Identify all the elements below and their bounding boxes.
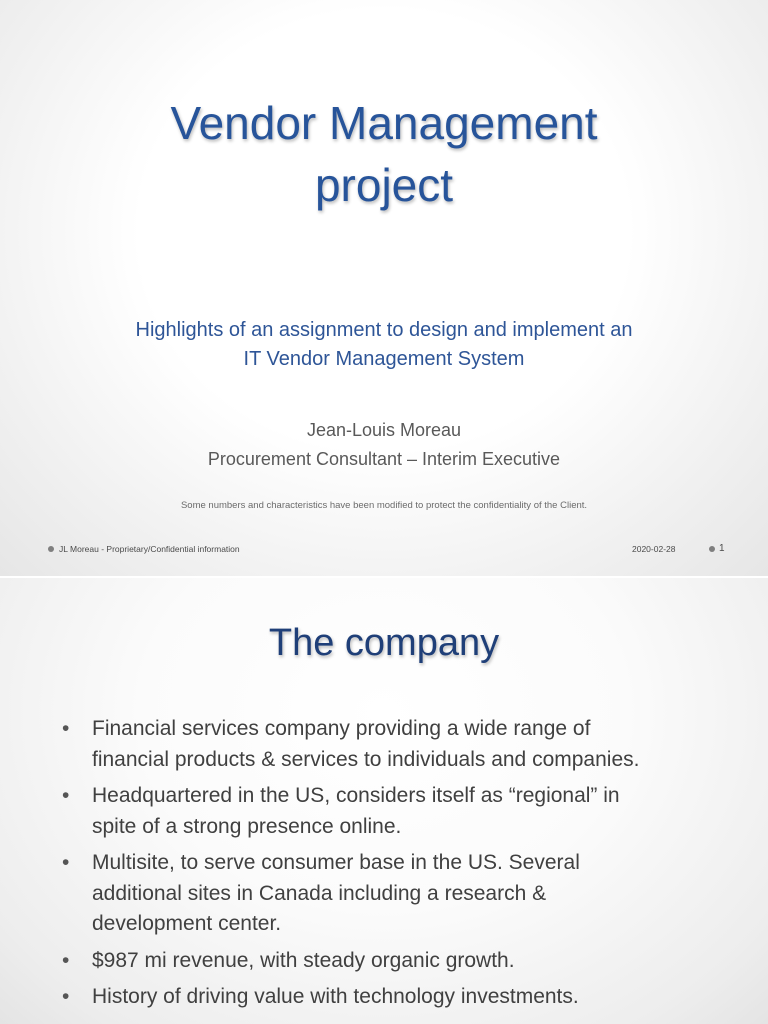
slide-subtitle <box>60 316 708 374</box>
list-item-line: History of driving value with technology investments. <box>92 985 579 1008</box>
bullet-list <box>60 714 720 1019</box>
subtitle-line-2: IT Vendor Management System <box>243 348 525 370</box>
author-role: Procurement Consultant – Interim Executive <box>207 449 561 469</box>
author-block <box>60 416 708 474</box>
footer-bullet-icon <box>48 546 54 552</box>
bullet-icon: • <box>62 948 70 972</box>
footer-date: 2020-02-28 <box>632 544 676 554</box>
bullet-icon: • <box>62 985 70 1008</box>
list-item <box>60 982 720 1013</box>
list-item <box>60 848 720 940</box>
company-slide <box>0 578 768 1024</box>
footer-text: JL Moreau - Proprietary/Confidential information <box>59 544 240 554</box>
list-item <box>60 714 720 775</box>
list-item-line: Headquartered in the US, considers itself as “regional” in <box>92 784 620 807</box>
slide-footer <box>48 543 240 555</box>
slide-title-line-1: Vendor Management <box>170 97 598 149</box>
list-item-line: financial products & services to individuals and companies. <box>92 747 640 771</box>
bullet-icon: • <box>62 784 70 807</box>
slide-title-line-2: project <box>314 159 454 211</box>
bullet-icon: • <box>62 851 70 874</box>
list-item-line: spite of a strong presence online. <box>92 814 402 838</box>
list-item-line: Multisite, to serve consumer base in the US. Several <box>92 851 580 874</box>
confidentiality-disclaimer: Some numbers and characteristics have been modified to protect the confidentiality of the Client. <box>180 500 588 511</box>
page-number <box>709 542 725 555</box>
author-name: Jean-Louis Moreau <box>306 420 462 440</box>
subtitle-line-1: Highlights of an assignment to design and implement an <box>135 319 633 341</box>
page-number-text: 1 <box>719 543 725 554</box>
list-item <box>60 946 720 977</box>
page-bullet-icon <box>709 546 715 552</box>
list-item-line: additional sites in Canada including a research & <box>92 881 547 905</box>
list-item <box>60 781 720 842</box>
list-item-line: Financial services company providing a wide range of <box>92 717 591 740</box>
company-slide-title: The company <box>268 622 500 664</box>
list-item-line: $987 mi revenue, with steady organic growth. <box>92 948 515 972</box>
slide-title <box>60 92 708 216</box>
list-item-line: development center. <box>92 912 282 935</box>
bullet-icon: • <box>62 717 70 740</box>
